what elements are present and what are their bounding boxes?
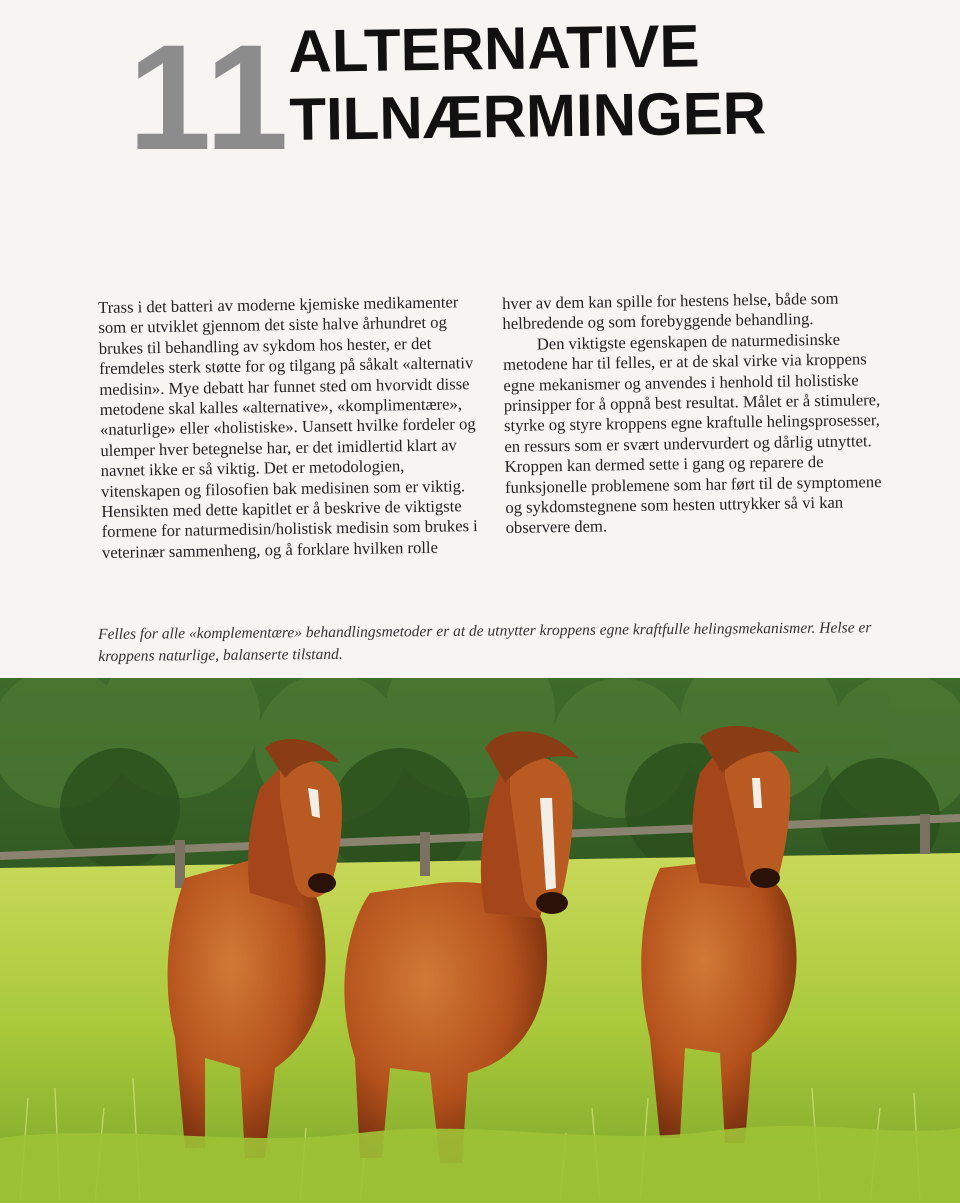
- chapter-title-line-1: ALTERNATIVE: [288, 12, 700, 85]
- body-column-right: [502, 288, 886, 539]
- chapter-title: [288, 11, 766, 154]
- chapter-number: 11: [128, 13, 291, 181]
- horses-photo: [0, 678, 960, 1203]
- body-column-left: [98, 292, 482, 563]
- body-paragraph: Den viktigste egenskapen de naturmedisinske metodene har til felles, er at de skal virke via kroppens egne mekanismer og anvendes i henhold til holistiske prinsipper for å oppnå best resultat. Målet er å stimulere, styrke og styre kroppens egne kraftulle helingsprosesser, en ressurs som er svært undervurdert og dårlig utnyttet. Kroppen kan dermed sette i gang og reparere de funksjonelle problemene som har ført til de symptomene og sykdomstegnene som hesten uttrykker så vi kan observere dem.: [502, 329, 882, 538]
- photo-caption: Felles for alle «komplementære» behandlingsmetoder er at de utnytter kroppens egne kraftfulle helingsmekanismer. Helse er kroppens naturlige, balanserte tilstand.: [98, 619, 872, 665]
- chapter-title-line-2: TILNÆRMINGER: [288, 79, 767, 153]
- body-paragraph: hver av dem kan spille for hestens helse, både som helbredende og som forebyggende behandling.: [502, 288, 839, 334]
- horses-photo-illustration: [0, 678, 960, 1203]
- body-paragraph: Trass i det batteri av moderne kjemiske medikamenter som er utviklet gjennom det siste halve århundret og brukes til behandling av sykdom hos hester, er det fremdeles sterk støtte for og tilgang på såkalt «alternativ medisin». Mye debatt har funnet sted om hvorvidt disse metodene skal kalles «alternative», «komplimentære», «naturlige» eller «holistiske». Uansett hvilke fordeler og ulemper hver betegnelse har, er det imidlertid klart av navnet ikke er så viktig. Det er metodologien, vitenskapen og filosofien bak medisinen som er viktig. Hensikten med dette kapitlet er å beskrive de viktigste formene for naturmedisin/holistisk medisin som brukes i veterinær sammenheng, og å forklare hvilken rolle: [98, 292, 478, 562]
